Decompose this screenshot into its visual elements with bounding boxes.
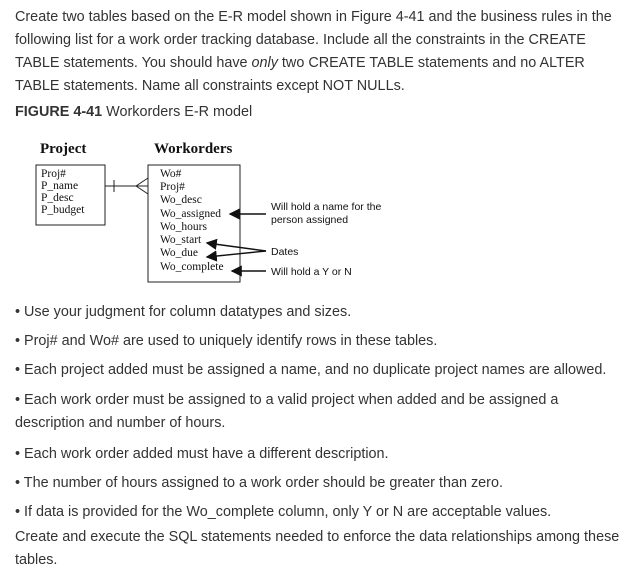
- closing-paragraph: Create and execute the SQL statements needed to enforce the data relationships among these tables.: [15, 529, 620, 568]
- project-field: Proj#: [41, 168, 66, 180]
- complete-annotation: Will hold a Y or N: [271, 266, 352, 278]
- project-field: P_name: [41, 180, 79, 192]
- list-item: • If data is provided for the Wo_complete column, only Y or N are acceptable values.: [15, 504, 552, 520]
- er-diagram: [0, 130, 420, 290]
- instructions-text-part2: two CREATE TABLE statements and no ALTER TABLE statements. Name all constraints except NOT NULLs.: [15, 55, 585, 94]
- workorders-field: Wo#: [160, 168, 182, 180]
- instructions-paragraph: [15, 6, 630, 98]
- figure-caption: [15, 101, 252, 124]
- list-item: • Use your judgment for column datatypes and sizes.: [15, 304, 352, 320]
- workorders-entity-title: Workorders: [154, 141, 233, 157]
- workorders-field: Wo_hours: [160, 221, 207, 233]
- assigned-annotation-line1: Will hold a name for the: [271, 201, 382, 213]
- list-item: • Each project added must be assigned a name, and no duplicate project names are allowed.: [15, 362, 607, 378]
- project-field: P_desc: [41, 192, 74, 204]
- list-item: • Each work order added must have a different description.: [15, 446, 389, 462]
- list-item: • Proj# and Wo# are used to uniquely identify rows in these tables.: [15, 333, 438, 349]
- workorders-field: Wo_due: [160, 247, 199, 259]
- dates-annotation: Dates: [271, 246, 299, 258]
- assigned-annotation-line2: person assigned: [271, 214, 349, 226]
- workorders-field: Wo_desc: [160, 194, 202, 206]
- start-arrow: [207, 243, 266, 251]
- workorders-field: Proj#: [160, 181, 185, 193]
- list-item: • Each work order must be assigned to a valid project when added and be assigned a description and number of hours.: [15, 392, 559, 431]
- business-rules-list: [15, 302, 630, 522]
- instructions-text-part1: Create two tables based on the E-R model shown in Figure 4-41 and the business rules in the following list for a work order tracking database. Include all the constraints in the CREATE TABLE statements. You should have: [15, 9, 612, 71]
- workorders-field: Wo_start: [160, 234, 202, 246]
- instructions-emphasis: only: [251, 55, 278, 71]
- relationship-connector: [105, 178, 148, 194]
- project-entity-title: Project: [40, 141, 87, 157]
- workorders-field: Wo_complete: [160, 261, 224, 273]
- workorders-field: Wo_assigned: [160, 208, 222, 220]
- project-field: P_budget: [41, 204, 85, 216]
- figure-label: FIGURE 4-41: [15, 104, 103, 120]
- list-item: • The number of hours assigned to a work order should be greater than zero.: [15, 475, 503, 491]
- figure-caption-text: Workorders E-R model: [102, 104, 253, 120]
- due-arrow: [207, 251, 266, 257]
